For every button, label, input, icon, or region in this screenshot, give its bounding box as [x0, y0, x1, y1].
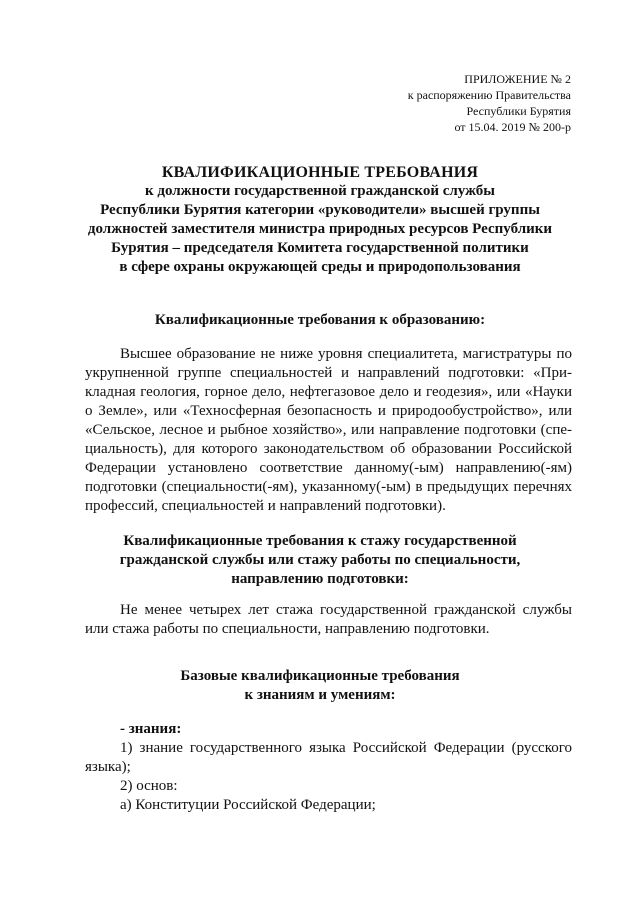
- basic-requirements-heading: [80, 667, 560, 705]
- heading-line: к знаниям и умениям:: [244, 687, 396, 703]
- paragraph-line: Федерации установлено соответствие данному(-ым) направлению(-ям): [85, 460, 572, 476]
- paragraph-line: укрупненной группе специальностей и направлений подготовки: «При-: [85, 365, 572, 381]
- item-2a: а) Конституции Российской Федерации;: [120, 797, 376, 813]
- appendix-header: [311, 71, 571, 135]
- appendix-republic: Республики Бурятия: [466, 104, 571, 118]
- paragraph-line: 1) знание государственного языка Российской Федерации (русского: [120, 740, 572, 756]
- experience-paragraph: [85, 601, 572, 639]
- paragraph-line: Не менее четырех лет стажа государственной гражданской службы: [120, 602, 572, 618]
- heading-line: гражданской службы или стажу работы по специальности,: [119, 552, 521, 568]
- title-line: должностей заместителя министра природных ресурсов Республики: [87, 221, 553, 237]
- appendix-order-ref: к распоряжению Правительства: [407, 88, 571, 102]
- title-line: Бурятия – председателя Комитета государственной политики: [111, 240, 529, 256]
- item-2: 2) основ:: [120, 778, 178, 794]
- heading-line: направлению подготовки:: [231, 571, 409, 587]
- heading-line: Квалификационные требования к стажу государственной: [123, 533, 517, 549]
- paragraph-line: Высшее образование не ниже уровня специалитета, магистратуры по: [120, 346, 572, 362]
- paragraph-line: или стажа работы по специальности, направлению подготовки.: [85, 621, 490, 637]
- paragraph-line: о Земле», или «Техносферная безопасность и природообустройство», или: [85, 403, 572, 419]
- appendix-number: ПРИЛОЖЕНИЕ № 2: [464, 72, 571, 86]
- document-title: [70, 163, 570, 277]
- paragraph-line: циальность), для которого законодательством об образовании Российской: [85, 441, 572, 457]
- title-line: в сфере охраны окружающей среды и природопользования: [119, 259, 521, 275]
- paragraph-line: «Сельское, лесное и рыбное хозяйство», или направление подготовки (спе-: [85, 422, 572, 438]
- experience-heading: [80, 532, 560, 589]
- paragraph-line: профессий, специальностей и направлений подготовки).: [85, 498, 446, 514]
- title-main: КВАЛИФИКАЦИОННЫЕ ТРЕБОВАНИЯ: [161, 164, 479, 181]
- knowledge-label: - знания:: [120, 721, 182, 737]
- paragraph-line: языка);: [85, 759, 131, 775]
- heading-line: Базовые квалификационные требования: [180, 668, 460, 684]
- education-heading: Квалификационные требования к образованию:: [154, 312, 486, 328]
- paragraph-line: кладная геология, горное дело, нефтегазовое дело и геодезия», или «Науки: [85, 384, 572, 400]
- paragraph-line: подготовки (специальности(-ям), указанному(-ым) в предыдущих перечнях: [85, 479, 572, 495]
- title-line: Республики Бурятия категории «руководители» высшей группы: [100, 202, 540, 218]
- education-paragraph: [85, 345, 572, 516]
- item-1: [85, 739, 572, 777]
- title-line: к должности государственной гражданской службы: [144, 183, 495, 199]
- appendix-date-number: от 15.04. 2019 № 200-р: [454, 120, 571, 134]
